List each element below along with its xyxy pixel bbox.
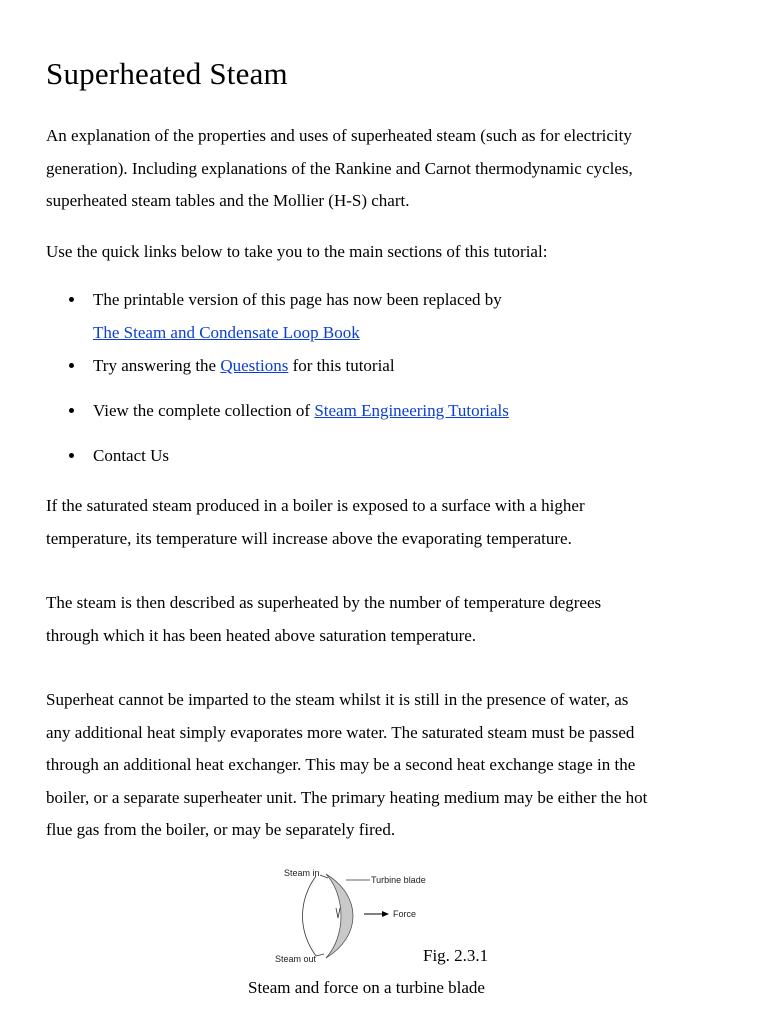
paragraph-line: flue gas from the boiler, or may be separately fired. [46, 820, 396, 839]
paragraph-line: If the saturated steam produced in a boiler is exposed to a surface with a higher [46, 496, 585, 515]
page-title: Superheated Steam [46, 56, 288, 91]
quick-links-intro: Use the quick links below to take you to the main sections of this tutorial: [46, 242, 548, 261]
contact-us-text: Contact Us [93, 446, 170, 465]
bullet-icon [69, 408, 74, 413]
paragraph-saturated-steam [46, 490, 722, 555]
steam-out-leader [316, 954, 324, 956]
bullet-icon [69, 453, 74, 458]
figure-description: Steam and force on a turbine blade [248, 978, 485, 997]
bullet-icon [69, 297, 74, 302]
paragraph-line: Superheat cannot be imparted to the steam whilst it is still in the presence of water, as [46, 690, 629, 709]
steam-condensate-book-link[interactable]: The Steam and Condensate Loop Book [93, 323, 360, 342]
paragraph-superheat-imparting [46, 684, 722, 847]
turbine-blade-label: Turbine blade [371, 875, 426, 885]
paragraph-line: boiler, or a separate superheater unit. The primary heating medium may be either the hot [46, 787, 648, 807]
turbine-blade-figure [270, 856, 430, 971]
steam-out-label: Steam out [275, 954, 317, 964]
questions-link[interactable]: Questions [220, 356, 289, 375]
turbine-blade-diagram [270, 856, 430, 971]
intro-paragraph [46, 120, 722, 218]
paragraph-superheated-description [46, 587, 722, 652]
steam-flow-curve [303, 876, 317, 956]
list-item-text: for this tutorial [288, 356, 395, 375]
paragraph-line: through which it has been heated above saturation temperature. [46, 625, 477, 645]
steam-in-label: Steam in [284, 868, 320, 878]
paragraph-line: temperature, its temperature will increase above the evaporating temperature. [46, 528, 572, 548]
intro-line-2: generation). Including explanations of the Rankine and Carnot thermodynamic cycles, [46, 158, 633, 178]
steam-flow-arrow [336, 908, 340, 918]
force-arrow-head [382, 911, 389, 917]
intro-line-3: superheated steam tables and the Mollier (H-S) chart. [46, 191, 410, 210]
turbine-blade-shape [326, 874, 353, 958]
force-label: Force [393, 909, 417, 919]
paragraph-line: through an additional heat exchanger. This may be a second heat exchange stage in the [46, 755, 636, 774]
list-item-text: Try answering the [93, 356, 221, 375]
bullet-icon [69, 363, 74, 368]
paragraph-line: any additional heat simply evaporates more water. The saturated steam must be passed [46, 722, 635, 742]
paragraph-line: The steam is then described as superheated by the number of temperature degrees [46, 593, 602, 612]
figure-caption: Fig. 2.3.1 [423, 946, 489, 965]
steam-engineering-tutorials-link[interactable]: Steam Engineering Tutorials [314, 401, 509, 420]
intro-line-1: An explanation of the properties and uses of superheated steam (such as for electricity [46, 126, 632, 145]
list-item-text: View the complete collection of [93, 401, 315, 420]
list-item-text: The printable version of this page has now been replaced by [93, 290, 502, 309]
